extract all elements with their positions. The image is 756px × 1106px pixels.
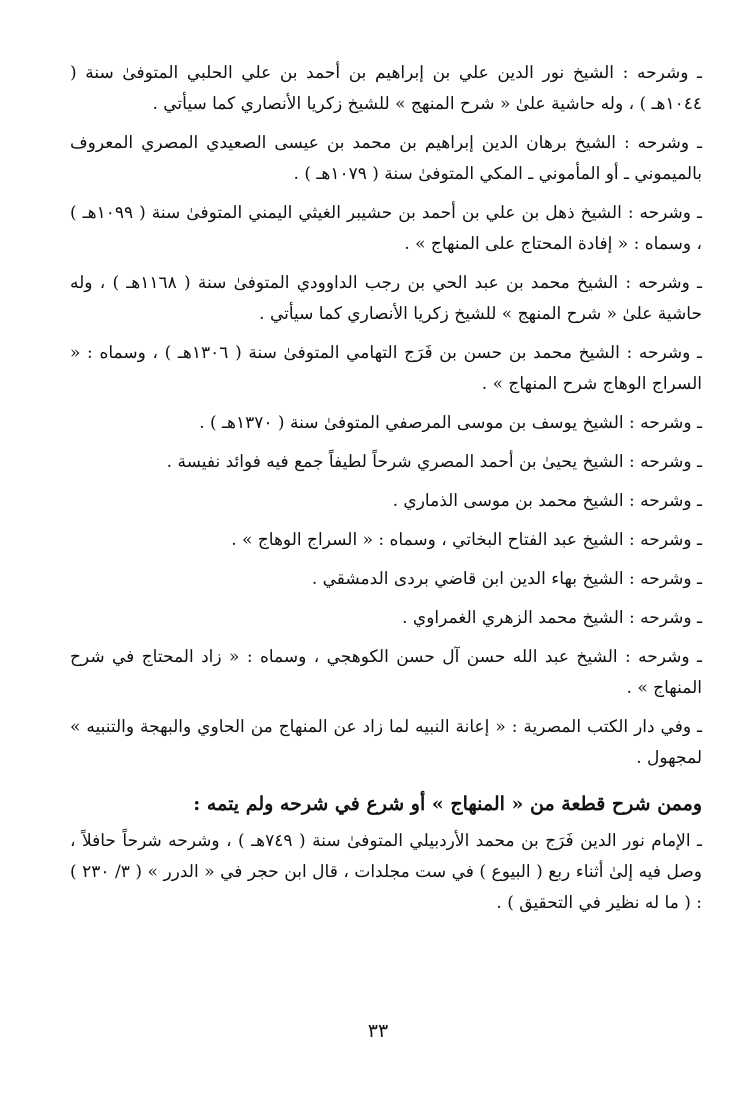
- commentary-entry-kuhaji: ـ وشرحه : الشيخ عبد الله حسن آل حسن الكوهجي ، وسماه : « زاد المحتاج في شرح المنهاج » .: [70, 647, 702, 698]
- page-number: ٣٣: [367, 1020, 389, 1042]
- commentary-entry-ghaythi: ـ وشرحه : الشيخ ذهل بن علي بن أحمد بن حشيبر الغيثي اليمني المتوفىٰ سنة ( ١٠٩٩هـ ) ، وسماه : « إفادة المحتاج على المنهاج » .: [70, 203, 703, 254]
- section-heading: وممن شرح قطعة من « المنهاج » أو شرع في شرحه ولم يتمه :: [193, 793, 702, 815]
- commentary-entry-tihami: ـ وشرحه : الشيخ محمد بن حسن بن فَرَج التهامي المتوفىٰ سنة ( ١٣٠٦هـ ) ، وسماه : « السراج الوهاج شرح المنهاج » .: [70, 343, 702, 394]
- commentary-entry-bakhati: ـ وشرحه : الشيخ عبد الفتاح البخاتي ، وسماه : « السراج الوهاج » .: [231, 530, 702, 550]
- commentary-entry-ibn-qadi-bardi: ـ وشرحه : الشيخ بهاء الدين ابن قاضي بردى الدمشقي .: [311, 569, 702, 589]
- commentary-entry-dhamari: ـ وشرحه : الشيخ محمد بن موسى الذماري .: [392, 491, 702, 511]
- commentary-entry-halabi: ـ وشرحه : الشيخ نور الدين علي بن إبراهيم بن أحمد بن علي الحلبي المتوفىٰ سنة ( ١٠٤٤هـ ) ، وله حاشية علىٰ « شرح المنهج » للشيخ زكريا الأنصاري كما سيأتي .: [70, 63, 702, 114]
- commentary-entry-maymuni: ـ وشرحه : الشيخ برهان الدين إبراهيم بن محمد بن عيسى الصعيدي المصري المعروف بالميموني ـ أو المأموني ـ المكي المتوفىٰ سنة ( ١٠٧٩هـ ) .: [70, 133, 702, 184]
- commentary-entry-ardabili: ـ الإمام نور الدين فَرَج بن محمد الأردبيلي المتوفىٰ سنة ( ٧٤٩هـ ) ، وشرحه شرحاً حافلاً ، وصل فيه إلىٰ أثناء ربع ( البيوع ) في ست مجلدات ، قال ابن حجر في « الدرر » ( ٣/ ٢٣٠ ) : ( ما له نظير في التحقيق ) .: [70, 831, 702, 913]
- commentary-entry-yahya-masri: ـ وشرحه : الشيخ يحيىٰ بن أحمد المصري شرحاً لطيفاً جمع فيه فوائد نفيسة .: [166, 452, 702, 472]
- commentary-entry-marsafi: ـ وشرحه : الشيخ يوسف بن موسى المرصفي المتوفىٰ سنة ( ١٣٧٠هـ ) .: [199, 413, 702, 433]
- commentary-entry-ghamrawi: ـ وشرحه : الشيخ محمد الزهري الغمراوي .: [402, 608, 702, 628]
- commentary-entry-dawudi: ـ وشرحه : الشيخ محمد بن عبد الحي بن رجب الداوودي المتوفىٰ سنة ( ١١٦٨هـ ) ، وله حاشية علىٰ « شرح المنهج » للشيخ زكريا الأنصاري كما سيأتي .: [70, 273, 702, 324]
- page-body: [70, 58, 702, 927]
- commentary-entry-dar-al-kutub: ـ وفي دار الكتب المصرية : « إعانة النبيه لما زاد عن المنهاج من الحاوي والبهجة والتنبيه » لمجهول .: [70, 717, 702, 768]
